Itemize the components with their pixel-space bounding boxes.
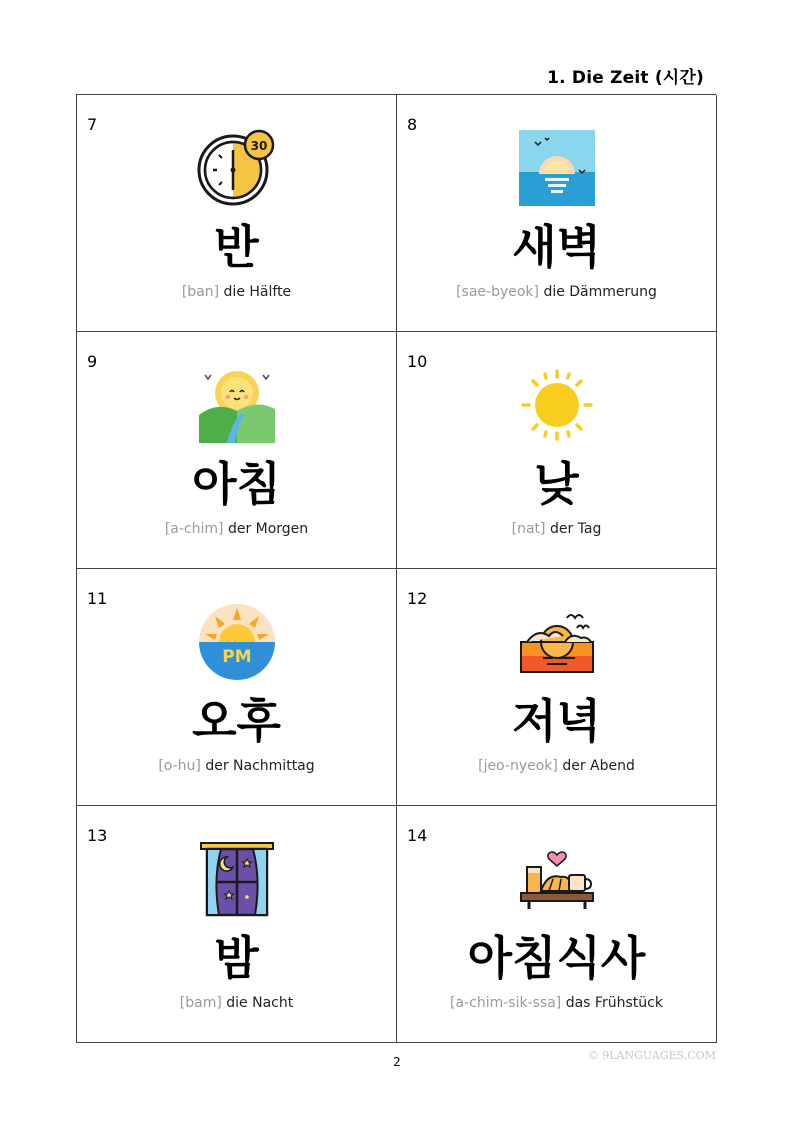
korean-word: 아침 xyxy=(192,457,281,511)
card-number: 11 xyxy=(87,589,108,608)
translation xyxy=(397,284,716,300)
vocab-card xyxy=(397,332,717,569)
romanization: [a-chim] xyxy=(164,521,224,537)
german-meaning: die Nacht xyxy=(226,995,294,1011)
card-number: 14 xyxy=(407,826,428,845)
romanization: [nat] xyxy=(511,521,546,537)
romanization: [jeo-nyeok] xyxy=(478,758,558,774)
korean-word: 반 xyxy=(214,220,259,274)
card-number: 12 xyxy=(407,589,428,608)
pm-label: PM xyxy=(221,647,252,667)
night-window-icon xyxy=(197,839,277,919)
sunset-icon xyxy=(517,602,597,682)
section-title: 1. Die Zeit (시간) xyxy=(547,68,704,88)
translation xyxy=(77,284,396,300)
sun-icon xyxy=(517,365,597,445)
romanization: [a-chim-sik-ssa] xyxy=(450,995,562,1011)
vocab-card xyxy=(397,806,717,1043)
translation xyxy=(397,995,716,1011)
german-meaning: der Morgen xyxy=(227,521,309,537)
german-meaning: der Abend xyxy=(562,758,635,774)
translation xyxy=(397,758,716,774)
korean-word: 아침식사 xyxy=(467,931,646,985)
copyright-notice: © 9LANGUAGES.COM xyxy=(587,1049,716,1062)
clock-30-icon xyxy=(197,128,277,208)
korean-word: 낮 xyxy=(534,457,579,511)
vocabulary-grid xyxy=(76,94,716,1043)
card-number: 13 xyxy=(87,826,108,845)
breakfast-tray-icon xyxy=(517,839,597,919)
german-meaning: das Frühstück xyxy=(565,995,663,1011)
romanization: [bam] xyxy=(179,995,222,1011)
translation xyxy=(77,758,396,774)
vocab-card xyxy=(397,95,717,332)
vocab-card xyxy=(397,569,717,806)
vocab-card xyxy=(77,569,397,806)
translation xyxy=(397,521,716,537)
svg-text:30: 30 xyxy=(250,139,267,153)
romanization: [o-hu] xyxy=(158,758,201,774)
german-meaning: der Tag xyxy=(549,521,602,537)
card-number: 7 xyxy=(87,115,98,134)
korean-word: 밤 xyxy=(214,931,259,985)
vocab-card xyxy=(77,806,397,1043)
korean-word: 오후 xyxy=(192,694,281,748)
page-number: 2 xyxy=(393,1055,401,1069)
romanization: [sae-byeok] xyxy=(456,284,539,300)
card-number: 10 xyxy=(407,352,428,371)
romanization: [ban] xyxy=(181,284,220,300)
sun-pm-icon xyxy=(197,602,277,682)
translation xyxy=(77,521,396,537)
card-number: 8 xyxy=(407,115,418,134)
translation xyxy=(77,995,396,1011)
korean-word: 새벽 xyxy=(512,220,601,274)
german-meaning: die Dämmerung xyxy=(543,284,657,300)
korean-word: 저녁 xyxy=(512,694,601,748)
morning-sun-hills-icon xyxy=(197,365,277,445)
german-meaning: der Nachmittag xyxy=(205,758,315,774)
vocab-card xyxy=(77,95,397,332)
card-number: 9 xyxy=(87,352,98,371)
vocab-card xyxy=(77,332,397,569)
dawn-sunrise-icon xyxy=(517,128,597,208)
german-meaning: die Hälfte xyxy=(223,284,292,300)
